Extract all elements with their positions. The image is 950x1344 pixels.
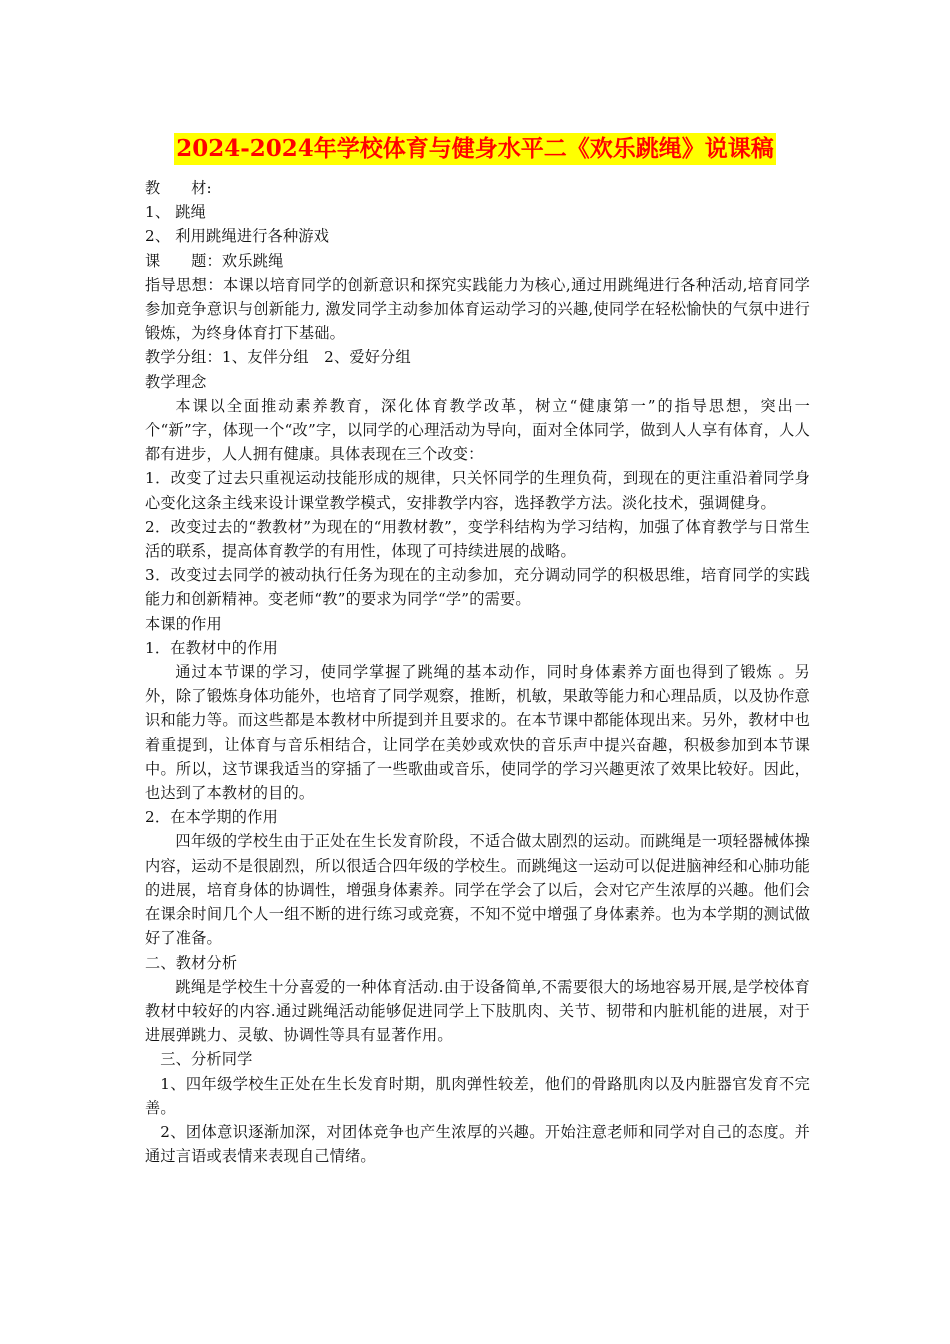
paragraph-change-2: 2．改变过去的“教教材”为现在的“用教材教”，变学科结构为学习结构，加强了体育教学与日常生活的联系，提高体育教学的有用性，体现了可持续进展的战略。 [145,517,810,561]
document-body [145,176,810,1168]
heading-textbook-analysis: 二、教材分析 [145,953,238,972]
title-block [0,133,950,165]
heading-student-analysis: 三、分析同学 [160,1050,253,1069]
heading-lesson-role: 本课的作用 [145,614,222,633]
document-title: 2024-2024年学校体育与健身水平二《欢乐跳绳》说课稿 [174,133,776,165]
paragraph-change-3: 3．改变过去同学的被动执行任务为现在的主动参加，充分调动同学的积极思维，培育同学的实践能力和创新精神。变老师“教”的要求为同学“学”的需要。 [145,566,810,609]
paragraph-student-2: 2、团体意识逐渐加深，对团体竞争也产生浓厚的兴趣。开始注意老师和同学对自己的态度。并通过言语或表情来表现自己情绪。 [145,1122,810,1166]
heading-teaching-concept: 教学理念 [145,372,207,391]
paragraph-grouping: 教学分组：1、友伴分组 2、爱好分组 [145,348,411,367]
heading-role-in-semester: 2．在本学期的作用 [145,808,278,827]
paragraph-role-in-textbook: 通过本节课的学习，使同学掌握了跳绳的基本动作，同时身体素养方面也得到了锻炼 。另外，除了锻炼身体功能外，也培育了同学观察，推断，机敏，果敢等能力和心理品质，以及协作意识和能力等。而这些都是本教材中所提到并且要求的。在本节课中都能体现出来。另外，教材中也着重提到，让体育与音乐相结合，让同学在美妙或欢快的音乐声中提兴奋趣，积极参加到本节课中。所以，这节课我适当的穿插了一些歌曲或音乐，使同学的学习兴趣更浓了效果比较好。因此，也达到了本教材的目的。 [145,663,810,803]
paragraph-concept-body: 本课以全面推动素养教育，深化体育教学改革，树立“健康第一”的指导思想，突出一个“新”字，体现一个“改”字，以同学的心理活动为导向，面对全体同学，做到人人享有体育，人人都有进步，人人拥有健康。具体表现在三个改变： [145,396,810,464]
paragraph-guiding-idea: 指导思想：本课以培育同学的创新意识和探究实践能力为核心,通过用跳绳进行各种活动,培育同学参加竞争意识与创新能力, 激发同学主动参加体育运动学习的兴趣,使同学在轻松愉快的气氛中进行锻炼，为终身体育打下基础。 [145,275,810,343]
paragraph-textbook: 教 材: [145,179,212,197]
paragraph-item-1: 1、 跳绳 [145,203,207,222]
paragraph-change-1: 1．改变了过去只重视运动技能形成的规律，只关怀同学的生理负荷，到现在的更注重沿着同学身心变化这条主线来设计课堂教学模式，安排教学内容，选择教学方法。淡化技术，强调健身。 [145,469,810,512]
paragraph-role-in-semester: 四年级的学校生由于正处在生长发育阶段，不适合做太剧烈的运动。而跳绳是一项轻器械体操内容，运动不是很剧烈，所以很适合四年级的学校生。而跳绳这一运动可以促进脑神经和心肺功能的进展，培育身体的协调性，增强身体素养。同学在学会了以后，会对它产生浓厚的兴趣。他们会在课余时间几个人一组不断的进行练习或竞赛，不知不觉中增强了身体素养。也为本学期的测试做好了准备。 [145,832,810,948]
paragraph-textbook-analysis: 跳绳是学校生十分喜爱的一种体育活动.由于设备简单,不需要很大的场地容易开展,是学校体育教材中较好的内容.通过跳绳活动能够促进同学上下肢肌肉、关节、韧带和内脏机能的进展，对于进展弹跳力、灵敏、协调性等具有显著作用。 [145,977,810,1045]
paragraph-item-2: 2、 利用跳绳进行各种游戏 [145,227,330,246]
heading-role-in-textbook: 1．在教材中的作用 [145,638,278,657]
paragraph-topic: 课 题：欢乐跳绳 [145,251,284,270]
paragraph-student-1: 1、四年级学校生正处在生长发育时期，肌肉弹性较差，他们的骨路肌肉以及内脏器官发育不完善。 [145,1074,810,1117]
